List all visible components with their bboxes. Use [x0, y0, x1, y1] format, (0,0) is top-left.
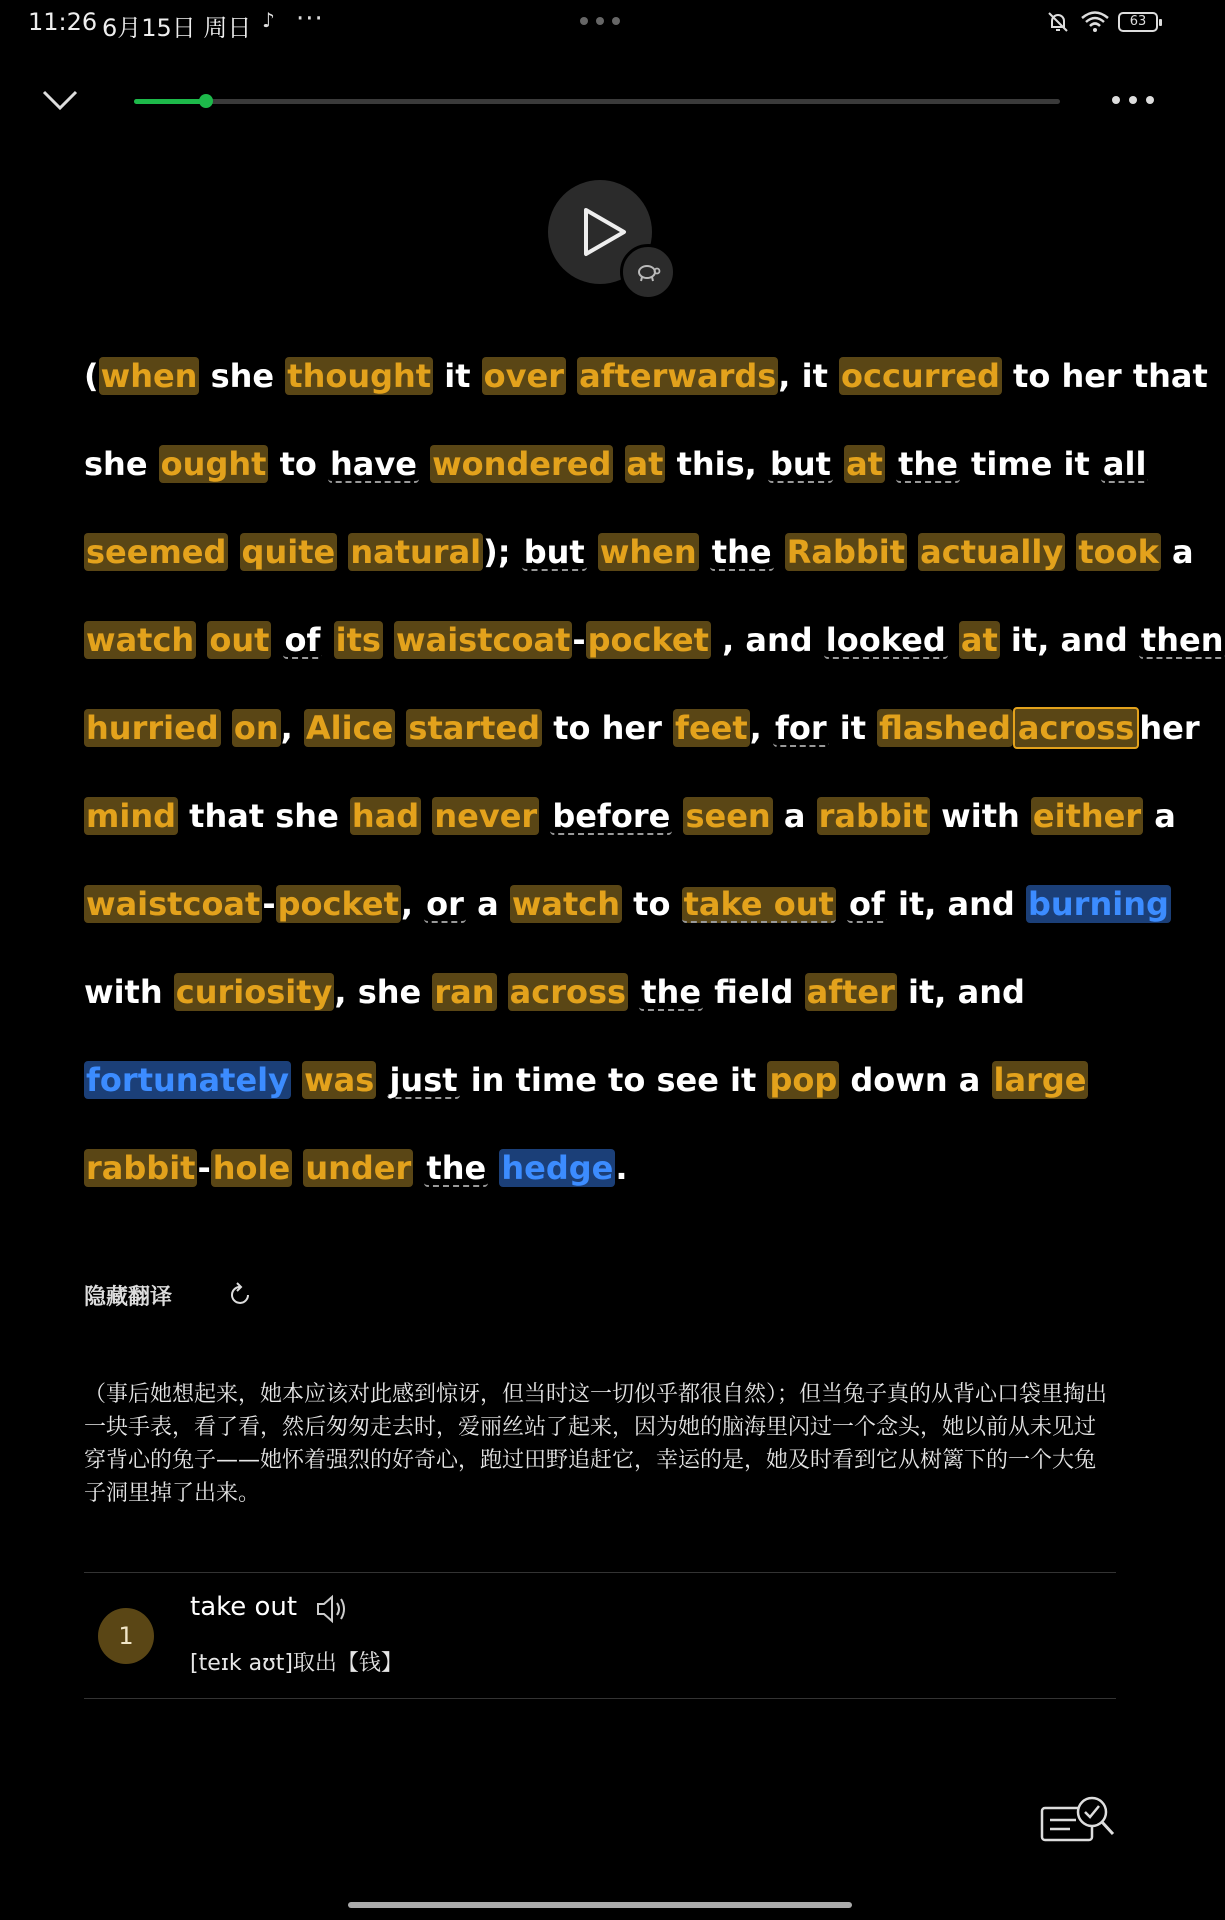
highlighted-word[interactable]: hole	[212, 1149, 291, 1187]
status-more: ···	[296, 4, 324, 34]
passage-text: , and	[710, 621, 824, 659]
highlighted-word[interactable]: occurred	[841, 357, 1000, 395]
word-check-icon[interactable]	[1040, 1794, 1116, 1844]
passage-word[interactable]: have	[329, 445, 417, 483]
highlighted-word[interactable]: take out	[683, 885, 834, 923]
passage-text	[383, 621, 394, 659]
passage-text	[833, 445, 844, 483]
passage-word[interactable]: or	[426, 885, 464, 923]
passage-word[interactable]: the	[898, 445, 958, 483]
highlighted-word[interactable]: after	[806, 973, 895, 1011]
passage-text	[488, 1149, 499, 1187]
passage-text: she	[199, 357, 286, 395]
passage-text: this,	[665, 445, 768, 483]
tiktok-icon: ♪	[262, 8, 275, 32]
vocab-number-badge: 1	[98, 1608, 154, 1664]
audio-progress-bar[interactable]	[134, 99, 1060, 104]
highlighted-word[interactable]: burning	[1027, 885, 1169, 923]
passage-text	[292, 1149, 303, 1187]
passage-text: it	[433, 357, 482, 395]
highlighted-word[interactable]: seemed	[86, 533, 227, 571]
passage-text: a	[1160, 533, 1194, 571]
highlighted-word[interactable]: quite	[241, 533, 336, 571]
refresh-icon[interactable]	[228, 1282, 254, 1308]
passage-line	[84, 784, 1176, 872]
passage-word[interactable]: then	[1140, 621, 1224, 659]
highlighted-word[interactable]: fortunately	[86, 1061, 289, 1099]
highlighted-word[interactable]: out	[209, 621, 270, 659]
home-indicator[interactable]	[348, 1902, 852, 1908]
passage-text	[774, 533, 785, 571]
passage-text: her	[1139, 709, 1200, 747]
passage-text	[337, 533, 348, 571]
speaker-icon[interactable]	[314, 1592, 350, 1626]
passage-text	[419, 445, 430, 483]
highlighted-word[interactable]: natural	[350, 533, 482, 571]
highlighted-word[interactable]: never	[434, 797, 538, 835]
window-handle-dots[interactable]	[580, 17, 620, 25]
passage-text	[613, 445, 624, 483]
passage-word[interactable]: of	[284, 621, 321, 659]
passage-text: to her	[542, 709, 674, 747]
passage-text	[699, 533, 710, 571]
passage-text	[497, 973, 508, 1011]
passage-text: it, and	[896, 973, 1025, 1011]
highlighted-word[interactable]: pocket	[277, 885, 399, 923]
passage-line	[84, 696, 1200, 784]
passage-text	[221, 709, 232, 747]
passage-text	[885, 445, 896, 483]
passage-text: it	[828, 709, 878, 747]
status-date: 6月15日 周日	[102, 14, 252, 42]
passage-text	[948, 621, 959, 659]
highlighted-word[interactable]: took	[1078, 533, 1159, 571]
highlighted-word[interactable]: rabbit	[86, 1149, 196, 1187]
highlighted-word[interactable]: at	[626, 445, 664, 483]
passage-text	[376, 1061, 387, 1099]
passage-text	[271, 621, 282, 659]
highlighted-word[interactable]: curiosity	[175, 973, 333, 1011]
passage-line	[84, 1136, 1124, 1224]
passage-word[interactable]: the	[641, 973, 702, 1011]
passage-text	[413, 1149, 424, 1187]
vocab-definition: [teɪk aʊt]取出【钱】	[190, 1651, 403, 1676]
highlighted-word[interactable]: watch	[86, 621, 195, 659]
passage-word[interactable]: all	[1102, 445, 1147, 483]
vocab-item[interactable]	[84, 1582, 1116, 1702]
passage-text: to	[268, 445, 328, 483]
passage-text: with	[84, 973, 174, 1011]
passage-text: ,	[749, 709, 773, 747]
passage-text: it, and	[886, 885, 1026, 923]
passage-text: in time to see it	[459, 1061, 768, 1099]
passage-word[interactable]: looked	[825, 621, 946, 659]
more-menu-icon[interactable]	[1112, 96, 1154, 104]
highlighted-word[interactable]: waistcoat	[86, 885, 261, 923]
passage-text: );	[483, 533, 522, 571]
passage-text: time it	[959, 445, 1101, 483]
highlighted-word[interactable]: its	[335, 621, 381, 659]
translation-text: （事后她想起来，她本应该对此感到惊讶，但当时这一切似乎都很自然）；但当兔子真的从背心口袋里掏出一块手表，看了看，然后匆匆走去时，爱丽丝站了起来，因为她的脑海里闪过一个念头，她以前从未见过穿背心的兔子——她怀着强烈的好奇心，跑过田野追赶它，幸运的是，她及时看到它从树篱下的一个大兔子洞里掉了出来。	[84, 1382, 1108, 1506]
passage-text: , it	[778, 357, 839, 395]
highlighted-word[interactable]: actually	[920, 533, 1064, 571]
vocab-word: take out	[190, 1592, 298, 1622]
status-time: 11:26	[28, 8, 98, 36]
passage-word[interactable]: the	[711, 533, 772, 571]
passage-text	[228, 533, 239, 571]
highlighted-word[interactable]: started	[408, 709, 541, 747]
passage-text: a	[465, 885, 510, 923]
passage-text	[539, 797, 550, 835]
passage-text	[836, 885, 847, 923]
status-bar	[0, 0, 1200, 46]
passage-text: , she	[334, 973, 433, 1011]
passage-line	[84, 344, 1208, 432]
highlighted-word[interactable]: across	[1013, 707, 1139, 749]
passage-word[interactable]: just	[389, 1061, 458, 1099]
highlighted-word[interactable]: had	[351, 797, 420, 835]
highlighted-word[interactable]: ran	[434, 973, 495, 1011]
highlighted-word[interactable]: waistcoat	[396, 621, 571, 659]
passage-text: (	[84, 357, 99, 395]
highlighted-word[interactable]: on	[233, 709, 279, 747]
divider	[84, 1698, 1116, 1699]
passage-text: she	[84, 445, 159, 483]
highlighted-word[interactable]: wondered	[432, 445, 612, 483]
highlighted-word[interactable]: hedge	[501, 1149, 614, 1187]
highlighted-word[interactable]: mind	[86, 797, 176, 835]
passage-text: down a	[839, 1061, 992, 1099]
highlighted-word[interactable]: at	[846, 445, 883, 483]
reading-passage	[84, 344, 1224, 1224]
highlighted-word[interactable]: Rabbit	[786, 533, 906, 571]
highlighted-word[interactable]: ought	[160, 445, 267, 483]
wifi-icon	[1080, 10, 1110, 34]
audio-progress-fill	[134, 99, 206, 104]
passage-text	[566, 357, 577, 395]
highlighted-word[interactable]: afterwards	[579, 357, 777, 395]
passage-line	[84, 520, 1194, 608]
passage-text: to her that	[1001, 357, 1208, 395]
passage-text: that she	[178, 797, 350, 835]
passage-text	[196, 621, 207, 659]
highlighted-word[interactable]: at	[960, 621, 998, 659]
highlighted-word[interactable]: across	[509, 973, 627, 1011]
divider	[84, 1572, 1116, 1573]
highlighted-word[interactable]: feet	[675, 709, 748, 747]
passage-text	[672, 797, 683, 835]
passage-text: -	[197, 1149, 211, 1187]
passage-text	[291, 1061, 302, 1099]
passage-text: -	[262, 885, 276, 923]
play-icon	[580, 206, 630, 258]
passage-word[interactable]: but	[523, 533, 585, 571]
passage-text: .	[615, 1149, 628, 1187]
highlighted-word[interactable]: seen	[685, 797, 771, 835]
highlighted-word[interactable]: under	[305, 1149, 412, 1187]
passage-text: ,	[280, 709, 304, 747]
collapse-chevron-icon[interactable]	[40, 86, 80, 114]
passage-text: -	[572, 621, 586, 659]
bottom-overlay	[0, 1710, 1200, 1860]
passage-word[interactable]: for	[774, 709, 827, 747]
passage-text: it, and	[999, 621, 1139, 659]
highlighted-word[interactable]: was	[304, 1061, 375, 1099]
passage-text: to	[622, 885, 682, 923]
battery-icon: 63	[1118, 12, 1158, 32]
highlighted-word[interactable]: when	[599, 533, 697, 571]
highlighted-word[interactable]: watch	[511, 885, 621, 923]
highlighted-word[interactable]: pop	[769, 1061, 838, 1099]
highlighted-word[interactable]: either	[1032, 797, 1142, 835]
passage-text: ,	[400, 885, 425, 923]
highlighted-word[interactable]: Alice	[305, 709, 394, 747]
passage-text	[587, 533, 598, 571]
highlighted-word[interactable]: flashed	[879, 709, 1011, 747]
audio-progress-handle[interactable]	[199, 94, 213, 108]
bell-muted-icon	[1046, 10, 1070, 34]
passage-text	[1065, 533, 1076, 571]
passage-word[interactable]: of	[848, 885, 885, 923]
passage-text: field	[703, 973, 805, 1011]
highlighted-word[interactable]: hurried	[86, 709, 219, 747]
passage-text	[907, 533, 918, 571]
passage-text	[421, 797, 432, 835]
passage-text: with	[930, 797, 1031, 835]
passage-line	[84, 608, 1224, 696]
passage-text	[395, 709, 406, 747]
highlighted-word[interactable]: thought	[287, 357, 432, 395]
highlighted-word[interactable]: pocket	[587, 621, 709, 659]
passage-line	[84, 1048, 1124, 1136]
turtle-icon	[636, 261, 660, 283]
passage-text	[322, 621, 333, 659]
highlighted-word[interactable]: large	[993, 1061, 1087, 1099]
passage-word[interactable]: but	[769, 445, 831, 483]
passage-text: a	[1143, 797, 1176, 835]
passage-text	[628, 973, 639, 1011]
passage-line	[84, 872, 1169, 960]
passage-word[interactable]: before	[552, 797, 671, 835]
highlighted-word[interactable]: over	[483, 357, 564, 395]
passage-word[interactable]: the	[426, 1149, 487, 1187]
highlighted-word[interactable]: rabbit	[818, 797, 929, 835]
speed-turtle-button[interactable]	[620, 244, 676, 300]
passage-line	[84, 432, 1147, 520]
highlighted-word[interactable]: when	[100, 357, 198, 395]
passage-text: a	[772, 797, 817, 835]
passage-line	[84, 960, 1124, 1048]
hide-translation-button[interactable]: 隐藏翻译	[84, 1285, 173, 1310]
